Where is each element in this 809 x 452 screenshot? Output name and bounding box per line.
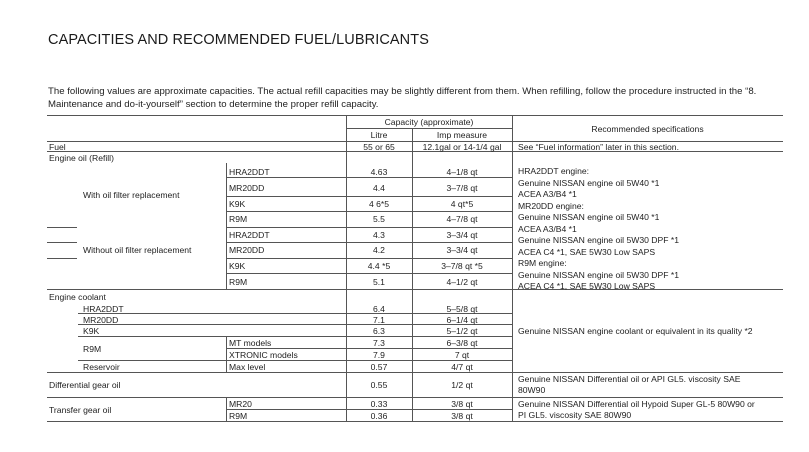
fuel-spec: See “Fuel information” later in this section. [518,142,679,152]
litre-value: 7.1 [373,315,385,325]
row-rule [226,196,512,197]
litre-value: 7.9 [373,350,385,360]
imp-value: 6–1/4 qt [446,315,478,325]
engine-name: HRA2DDT [229,230,270,240]
row-rule [226,258,512,259]
spec-line: 80W90 [518,385,546,395]
imp-value: 3–3/4 qt [446,245,478,255]
litre-value: 7.3 [373,338,385,348]
header-divider [346,128,512,129]
engine-name: R9M [229,277,248,287]
imp-value: 4–7/8 qt [446,214,478,224]
engine-name: R9M [83,344,102,354]
litre-value: 4.2 [373,245,385,255]
imp-value: 4–1/8 qt [446,167,478,177]
imp-value: 3/8 qt [451,411,473,421]
engine-name: R9M [229,411,248,421]
row-rule [78,360,512,361]
row-rule [47,258,77,259]
spec-line: MR20DD engine: [518,200,584,211]
coolant-spec: Genuine NISSAN engine coolant or equivalent in its quality *2 [518,326,753,336]
column-rule [226,163,227,289]
litre-value: 0.33 [370,399,388,409]
intro-paragraph: The following values are approximate capacities. The actual refill capacities may be slightly different from them. When refilling, follow the procedure instructed in the “8. Maintenance and do-it-yourself” section to determine the proper refill capacity. [48,86,757,110]
engine-name: MR20DD [229,245,265,255]
litre-value: 4 6*5 [368,199,390,209]
table-top-rule [47,115,783,116]
fuel-imp: 12.1gal or 14-1/4 gal [422,142,502,152]
spec-line: Genuine NISSAN engine oil 5W40 *1 [518,177,660,188]
row-rule [226,348,512,349]
model-name: XTRONIC models [229,350,298,360]
diff-oil-label: Differential gear oil [49,380,121,390]
litre-value: 4.63 [370,167,388,177]
imp-header: Imp measure [436,130,488,140]
imp-value: 3–7/8 qt *5 [441,261,483,271]
litre-value: 0.57 [370,362,388,372]
spec-line: Genuine NISSAN engine oil 5W30 DPF *1 [518,235,679,245]
spec-header: Recommended specifications [591,124,704,134]
column-rule [512,116,513,421]
model-name: MT models [229,338,272,348]
imp-value: 5–1/2 qt [446,326,478,336]
fuel-label: Fuel [49,142,66,152]
column-rule [226,337,227,372]
coolant-label: Engine coolant [49,292,106,302]
imp-value: 3/8 qt [451,399,473,409]
spec-line: ACEA A3/B4 *1 [518,223,577,234]
row-rule [226,409,512,410]
litre-value: 0.55 [370,380,388,390]
litre-value: 6.3 [373,326,385,336]
spec-line: PI GL5. viscosity SAE 80W90 [518,410,632,420]
section-rule [47,397,783,398]
imp-value: 4 qt*5 [450,199,474,209]
spec-line: R9M engine: [518,258,567,268]
row-rule [78,336,512,337]
engine-name: K9K [229,199,246,209]
litre-value: 6.4 [373,304,385,314]
row-rule [226,211,512,212]
row-rule [47,227,77,228]
row-rule [226,227,512,228]
row-rule [226,273,512,274]
engine-oil-label: Engine oil (Refill) [49,153,114,163]
litre-value: 4.4 [373,183,385,193]
model-name: Max level [229,362,266,372]
litre-value: 4.4 *5 [367,261,391,271]
imp-value: 5–5/8 qt [446,304,478,314]
imp-value: 4/7 qt [451,362,473,372]
page-title: CAPACITIES AND RECOMMENDED FUEL/LUBRICANTS [48,32,429,48]
transfer-oil-label: Transfer gear oil [49,405,112,415]
engine-name: K9K [229,261,246,271]
row-rule [226,242,512,243]
litre-value: 5.1 [373,277,385,287]
litre-value: 5.5 [373,214,385,224]
spec-line: ACEA C4 *1, SAE 5W30 Low SAPS [518,281,656,291]
spec-line: ACEA C4 *1, SAE 5W30 Low SAPS [518,246,656,257]
spec-line: Genuine NISSAN engine oil 5W30 DPF *1 [518,269,679,280]
engine-name: MR20 [229,399,252,409]
row-rule [226,177,512,178]
engine-name: HRA2DDT [229,167,270,177]
fuel-litre: 55 or 65 [363,142,395,152]
spec-line: Genuine NISSAN Differential oil Hypoid Super GL-5 80W90 or [518,399,755,409]
spec-line: Genuine NISSAN Differential oil or API GL5. viscosity SAE [518,374,741,384]
without-filter-label: Without oil filter replacement [83,245,192,255]
column-rule [226,397,227,421]
engine-name: HRA2DDT [83,304,124,314]
section-rule [47,372,783,373]
imp-value: 3–7/8 qt [446,183,478,193]
capacity-header: Capacity (approximate) [384,117,474,127]
litre-value: 0.36 [370,411,388,421]
imp-value: 1/2 qt [451,380,473,390]
spec-line: HRA2DDT engine: [518,166,590,176]
litre-value: 4.3 [373,230,385,240]
spec-line: ACEA A3/B4 *1 [518,189,577,199]
reservoir-label: Reservoir [83,362,120,372]
with-filter-label: With oil filter replacement [83,190,180,200]
engine-name: R9M [229,214,248,224]
engine-name: K9K [83,326,100,336]
imp-value: 7 qt [454,350,470,360]
imp-value: 6–3/8 qt [446,338,478,348]
table-bottom-rule [47,421,783,422]
engine-name: MR20DD [83,315,119,325]
imp-value: 4–1/2 qt [446,277,478,287]
litre-header: Litre [370,130,388,140]
section-rule [47,289,783,290]
engine-name: MR20DD [229,183,265,193]
row-rule [47,242,77,243]
imp-value: 3–3/4 qt [446,230,478,240]
spec-line: Genuine NISSAN engine oil 5W40 *1 [518,212,660,222]
